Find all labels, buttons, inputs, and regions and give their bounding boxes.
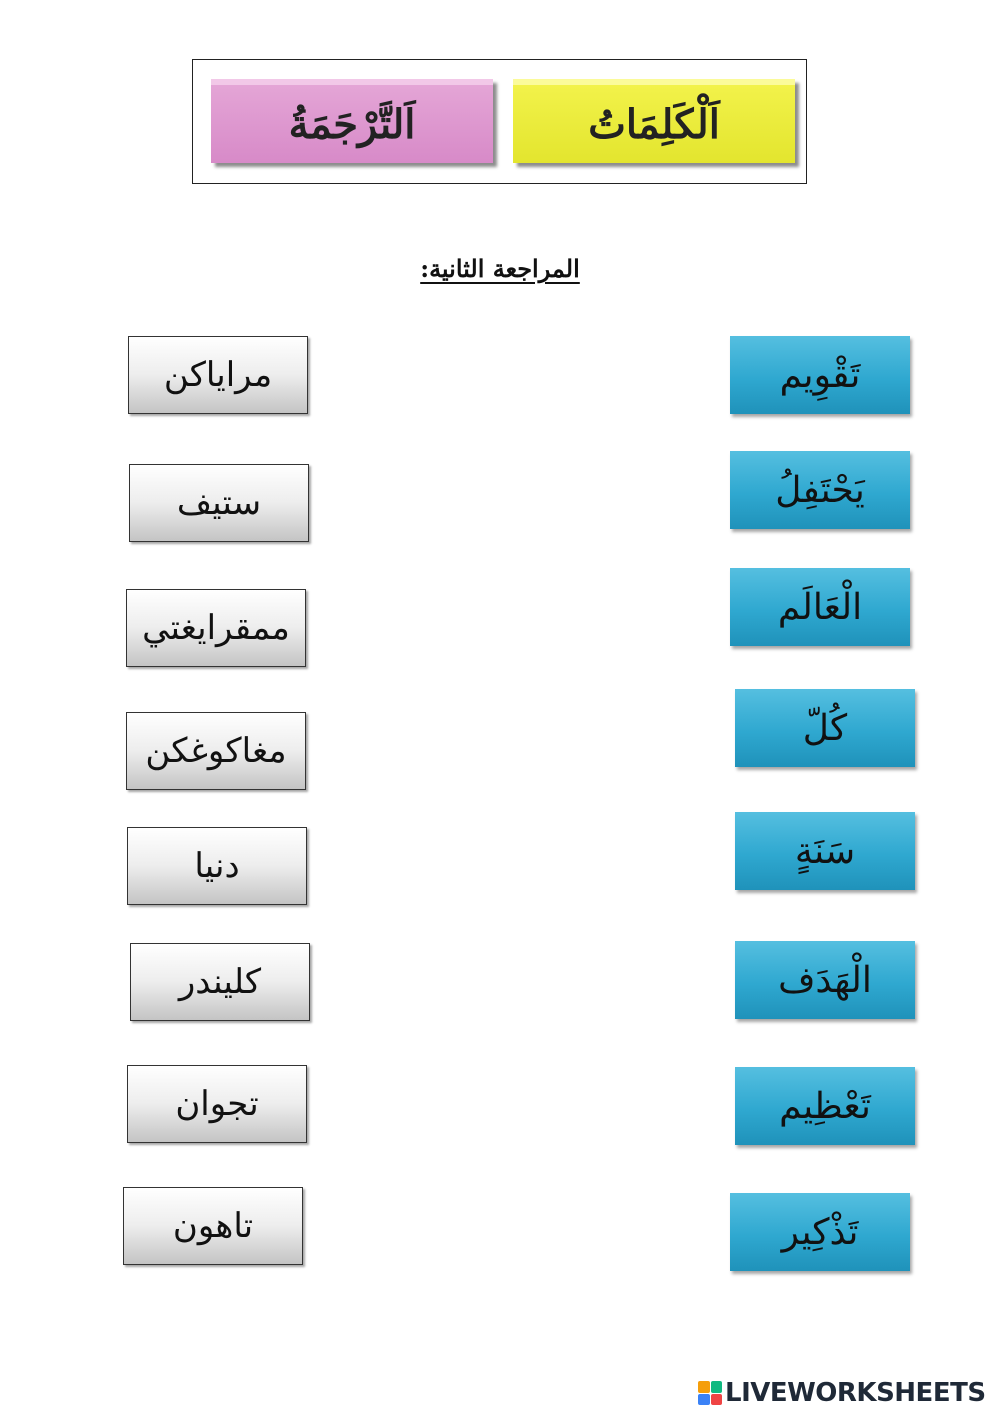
liveworksheets-logo [698,1378,986,1408]
translation-card-8[interactable]: تاهون [123,1187,303,1265]
word-card-8[interactable]: تَذْكِير [730,1193,910,1271]
legend-frame [192,59,807,184]
translation-card-1[interactable]: مراياكن [128,336,308,414]
liveworksheets-brand: LIVEWORKSHEETS [725,1378,986,1408]
word-card-4[interactable]: كُلّ [735,689,915,767]
translation-card-6[interactable]: كليندر [130,943,310,1021]
word-card-1[interactable]: تَقْوِيم [730,336,910,414]
word-card-5[interactable]: سَنَةٍ [735,812,915,890]
word-card-2[interactable]: يَحْتَفِلُ [730,451,910,529]
word-card-7[interactable]: تَعْظِيم [735,1067,915,1145]
section-title: المراجعة الثانية: [420,254,580,283]
legend-translation-label: اَلتَّرْجَمَةُ [211,79,493,163]
translation-card-3[interactable]: ممقرايغتي [126,589,306,667]
translation-card-5[interactable]: دنيا [127,827,307,905]
liveworksheets-logo-icon [698,1381,722,1405]
word-card-6[interactable]: الْهَدَف [735,941,915,1019]
translation-card-7[interactable]: تجوان [127,1065,307,1143]
word-card-3[interactable]: الْعَالَم [730,568,910,646]
legend-words-label: اَلْكَلِمَاتُ [513,79,795,163]
translation-card-2[interactable]: ستيف [129,464,309,542]
translation-card-4[interactable]: مغاكوغكن [126,712,306,790]
